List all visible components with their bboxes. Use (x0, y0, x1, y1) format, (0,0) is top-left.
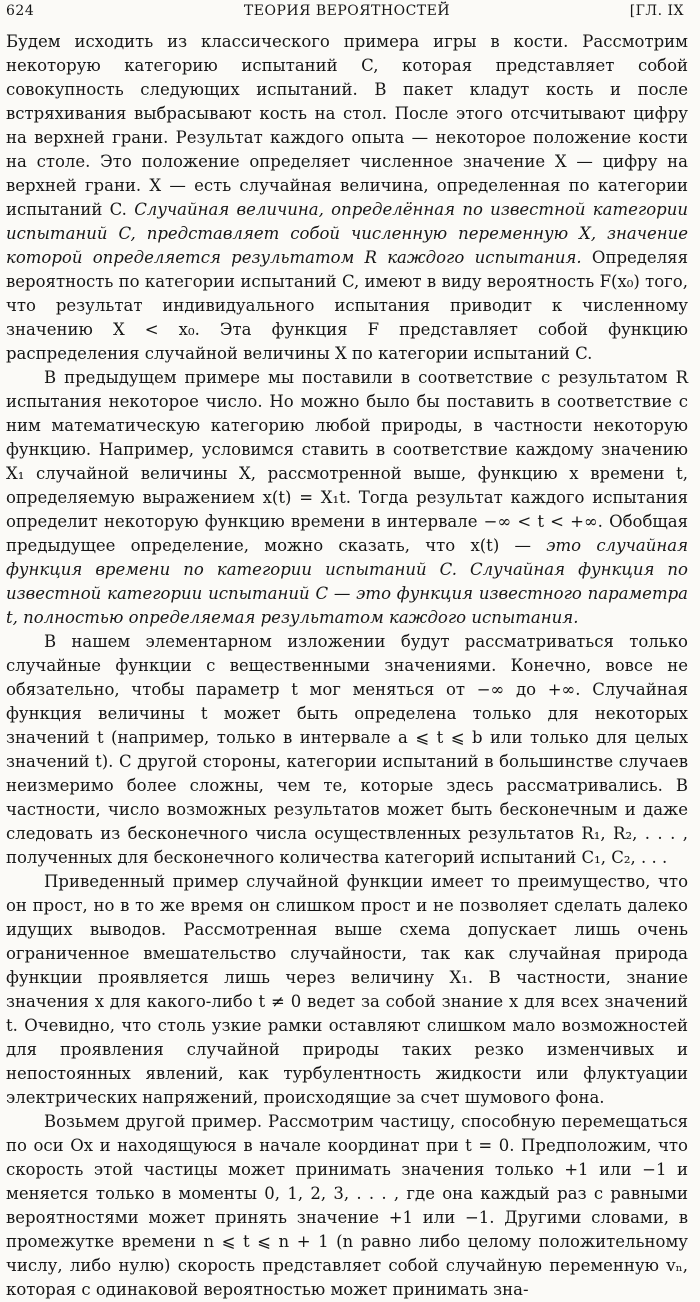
paragraph-elementary-exposition (6, 630, 688, 870)
running-header (6, 0, 688, 30)
text-segment: В нашем элементарном изложении будут рассматриваться только случайные функции с вещественными значениями. Конечно, вовсе не обязательно, чтобы параметр t мог меняться от −∞ до +∞. Случайная функция величины t может быть определена только для некоторых значений t (например, только в интервале a ⩽ t ⩽ b или только для целых значений t). С другой стороны, категории испытаний в большинстве случаев неизмеримо более сложны, чем те, которые здесь рассматривались. В частности, число возможных результатов может быть бесконечным и даже следовать из бесконечного числа осуществленных результатов R₁, R₂, . . . , полученных для бесконечного количества категорий испытаний C₁, C₂, . . . (6, 632, 688, 867)
definition-random-variable: Случайная величина, определённая по известной категории испытаний C, представляет собой численную переменную X, значение которой определяется результатом R каждого испытания. (6, 200, 688, 267)
text-segment: Определяя вероятность по категории испытаний C, имеют в виду вероятность F(x₀) того, что результат индивидуального испытания приводит к численному значению X < x₀. Эта функция F представляет собой функцию распределения случайной величины X по категории испытаний C. (6, 248, 688, 363)
paragraph-dice-example (6, 30, 688, 366)
text-segment: Возьмем другой пример. Рассмотрим частицу, способную перемещаться по оси Ox и находящуюся в начале координат при t = 0. Предположим, что скорость этой частицы может принимать значения только +1 или −1 и меняется только в моменты 0, 1, 2, 3, . . . , где она каждый раз с равными вероятностями может принять значение +1 или −1. Другими словами, в промежутке времени n ⩽ t ⩽ n + 1 (n равно либо целому положительному числу, либо нулю) скорость представляет собой случайную переменную vₙ, которая с одинаковой вероятностью может принимать зна- (6, 1112, 688, 1299)
definition-random-function: это случайная функция времени по категории испытаний C. Случайная функция по известной категории испытаний C — это функция известного параметра t, полностью определяемая результатом каждого испытания. (6, 536, 688, 627)
chapter-label: [ГЛ. IX (629, 3, 684, 19)
text-segment: Будем исходить из классического примера игры в кости. Рассмотрим некоторую категорию испытаний C, которая представляет собой совокупность следующих испытаний. В пакет кладут кость и после встряхивания выбрасывают кость на стол. После этого отсчитывают цифру на верхней грани. Результат каждого опыта — некоторое положение кости на столе. Это положение определяет численное значение X — цифру на верхней грани. X — есть случайная величина, определенная по категории испытаний C. (6, 32, 688, 219)
page-number: 624 (6, 3, 35, 19)
paragraph-random-function (6, 366, 688, 630)
paragraph-particle-example (6, 1110, 688, 1302)
text-segment: В предыдущем примере мы поставили в соответствие с результатом R испытания некоторое число. Но можно было бы поставить в соответствие с ним математическую категорию любой природы, в частности некоторую функцию. Например, условимся ставить в соответствие каждому значению X₁ случайной величины X, рассмотренной выше, функцию x времени t, определяемую выражением x(t) = X₁t. Тогда результат каждого испытания определит некоторую функцию времени в интервале −∞ < t < +∞. Обобщая предыдущее определение, можно сказать, что x(t) — (6, 368, 688, 555)
text-segment: Приведенный пример случайной функции имеет то преимущество, что он прост, но в то же время он слишком прост и не позволяет сделать далеко идущих выводов. Рассмотренная выше схема допускает лишь очень ограниченное вмешательство случайности, так как случайная природа функции проявляется лишь через величину X₁. В частности, знание значения x для какого-либо t ≠ 0 ведет за собой знание x для всех значений t. Очевидно, что столь узкие рамки оставляют слишком мало возможностей для проявления случайной природы таких резко изменчивых и непостоянных явлений, как турбулентность жидкости или флуктуации электрических напряжений, происходящие за счет шумового фона. (6, 872, 688, 1107)
body-text (6, 30, 688, 1302)
paragraph-example-limitations (6, 870, 688, 1110)
running-title: ТЕОРИЯ ВЕРОЯТНОСТЕЙ (243, 3, 451, 19)
